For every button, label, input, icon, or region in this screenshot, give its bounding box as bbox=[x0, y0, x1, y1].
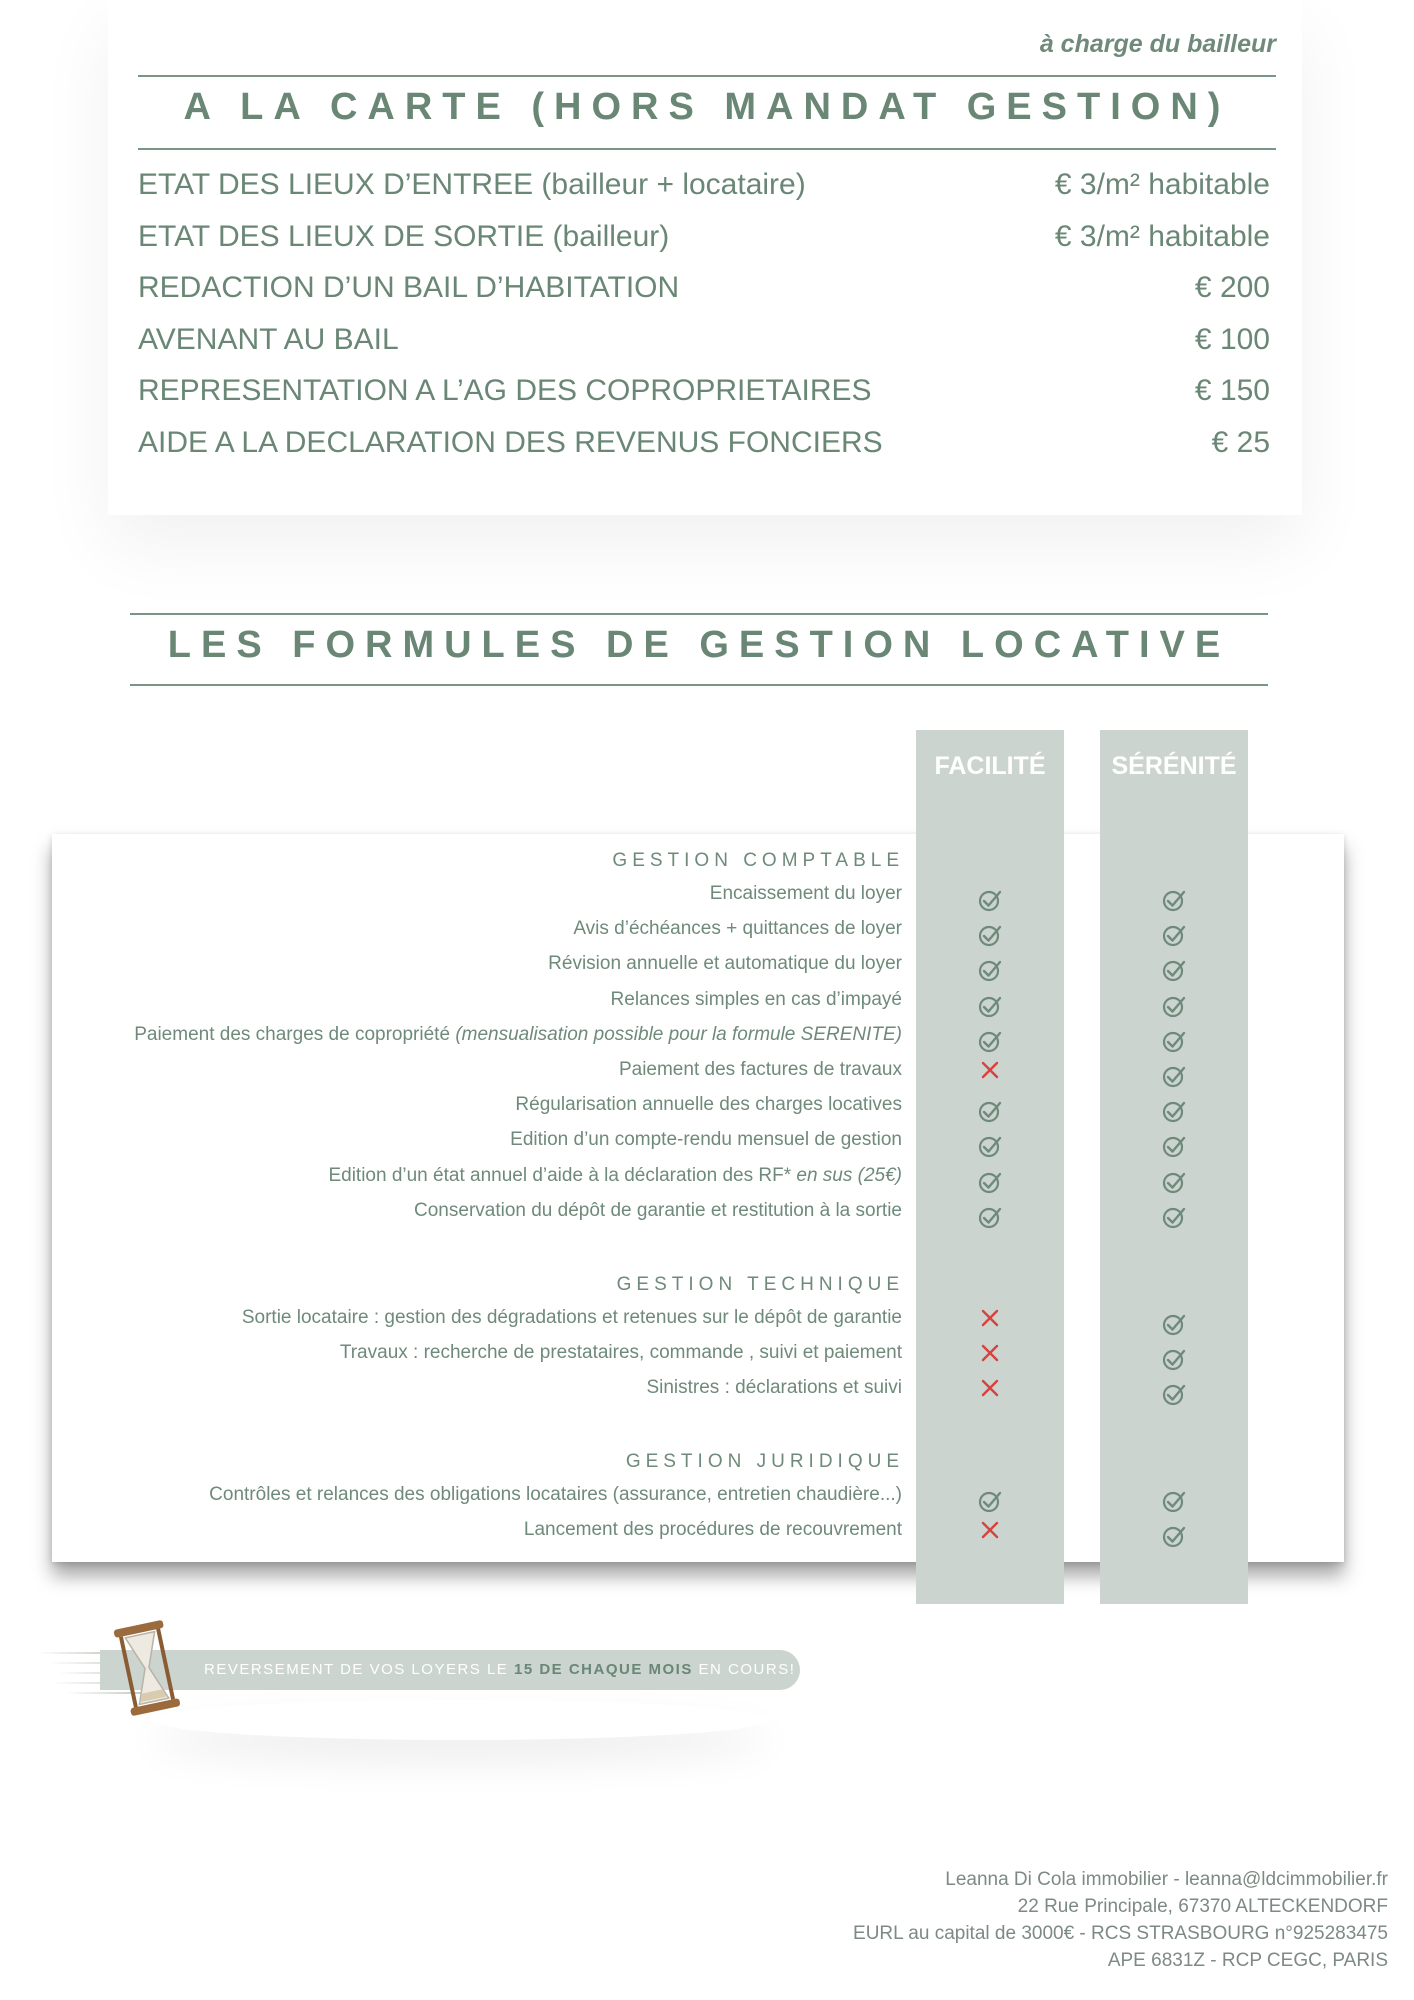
divider bbox=[130, 613, 1268, 615]
feature-row bbox=[340, 1342, 902, 1364]
plan-header: FACILITÉ bbox=[934, 752, 1046, 780]
check-icon bbox=[1159, 1131, 1189, 1161]
feature-row bbox=[646, 1377, 902, 1399]
check-icon bbox=[1159, 1096, 1189, 1126]
banner-text-part: EN COURS! bbox=[698, 1661, 796, 1678]
check-icon bbox=[1159, 1379, 1189, 1409]
banner-day: 15 bbox=[513, 1661, 534, 1678]
check-icon bbox=[975, 1486, 1005, 1516]
section-heading: GESTION TECHNIQUE bbox=[616, 1274, 904, 1295]
formules-title: LES FORMULES DE GESTION LOCATIVE bbox=[167, 624, 1231, 666]
check-icon bbox=[975, 885, 1005, 915]
price-value: € 150 bbox=[1194, 374, 1270, 407]
cross-icon bbox=[975, 1515, 1005, 1545]
feature-note: en sus (25€) bbox=[796, 1164, 902, 1186]
check-icon bbox=[1159, 1167, 1189, 1197]
price-row bbox=[138, 271, 1270, 315]
feature-note: (mensualisation possible pour la formule SERENITE) bbox=[455, 1023, 902, 1045]
feature-label: Travaux : recherche de prestataires, commande , suivi et paiement bbox=[339, 1342, 902, 1364]
check-icon bbox=[975, 955, 1005, 985]
price-value: € 25 bbox=[1211, 426, 1270, 459]
feature-label: Edition d’un compte-rendu mensuel de gestion bbox=[510, 1129, 902, 1151]
feature-row bbox=[242, 1307, 902, 1329]
footer bbox=[853, 1866, 1388, 1974]
feature-label: Lancement des procédures de recouvrement bbox=[523, 1519, 902, 1541]
check-icon bbox=[1159, 1486, 1189, 1516]
check-icon bbox=[1159, 991, 1189, 1021]
check-icon bbox=[975, 920, 1005, 950]
banner-text-part: REVERSEMENT DE VOS LOYERS LE bbox=[204, 1661, 514, 1678]
check-icon bbox=[1159, 1521, 1189, 1551]
cross-icon bbox=[975, 1338, 1005, 1368]
feature-row bbox=[134, 1024, 902, 1046]
price-value: € 3/m² habitable bbox=[1054, 220, 1270, 253]
banner-text bbox=[204, 1661, 795, 1678]
check-icon bbox=[1159, 1061, 1189, 1091]
feature-row bbox=[548, 953, 902, 975]
check-icon bbox=[1159, 920, 1189, 950]
price-value: € 200 bbox=[1194, 271, 1270, 304]
feature-label: Paiement des charges de copropriété bbox=[134, 1023, 456, 1045]
price-label: REPRESENTATION A L’AG DES COPROPRIETAIRES bbox=[138, 374, 872, 407]
feature-row bbox=[619, 1059, 902, 1081]
cross-icon bbox=[975, 1373, 1005, 1403]
price-value: € 3/m² habitable bbox=[1054, 168, 1270, 201]
feature-row bbox=[515, 1094, 902, 1116]
check-icon bbox=[975, 1026, 1005, 1056]
feature-label: Avis d’échéances + quittances de loyer bbox=[573, 918, 902, 940]
feature-label: Relances simples en cas d’impayé bbox=[610, 988, 902, 1010]
footer-line: APE 6831Z - RCP CEGC, PARIS bbox=[1107, 1950, 1388, 1971]
price-row bbox=[138, 374, 1270, 418]
check-icon bbox=[1159, 1026, 1189, 1056]
hourglass-icon bbox=[112, 1618, 182, 1718]
price-label: ETAT DES LIEUX DE SORTIE (bailleur) bbox=[138, 220, 670, 253]
feature-label: Régularisation annuelle des charges locatives bbox=[515, 1094, 902, 1116]
divider bbox=[138, 75, 1276, 77]
price-value: € 100 bbox=[1194, 323, 1270, 356]
footer-line: Leanna Di Cola immobilier - leanna@ldcimmobilier.fr bbox=[945, 1869, 1388, 1890]
feature-label: Contrôles et relances des obligations locataires (assurance, entretien chaudière...) bbox=[209, 1484, 902, 1505]
check-icon bbox=[975, 991, 1005, 1021]
feature-row bbox=[328, 1165, 902, 1187]
feature-row bbox=[611, 989, 902, 1011]
feature-row bbox=[573, 918, 902, 940]
check-icon bbox=[975, 1096, 1005, 1126]
feature-label: Conservation du dépôt de garantie et restitution à la sortie bbox=[414, 1199, 902, 1221]
feature-row bbox=[510, 1129, 902, 1151]
price-row bbox=[138, 168, 1270, 212]
price-label: AVENANT AU BAIL bbox=[138, 323, 399, 356]
check-icon bbox=[1159, 1309, 1189, 1339]
footer-line: 22 Rue Principale, 67370 ALTECKENDORF bbox=[1017, 1896, 1388, 1917]
a-la-carte-title: A LA CARTE (HORS MANDAT GESTION) bbox=[183, 86, 1231, 128]
cross-icon bbox=[975, 1303, 1005, 1333]
price-label: REDACTION D’UN BAIL D’HABITATION bbox=[138, 271, 680, 304]
divider bbox=[130, 684, 1268, 686]
footer-line: EURL au capital de 3000€ - RCS STRASBOURG n°925283475 bbox=[853, 1923, 1388, 1944]
feature-row bbox=[524, 1519, 902, 1541]
banner-text-part: DE CHAQUE MOIS bbox=[533, 1661, 699, 1678]
check-icon bbox=[975, 1202, 1005, 1232]
check-icon bbox=[975, 1167, 1005, 1197]
feature-label: Sinistres : déclarations et suivi bbox=[646, 1377, 902, 1399]
price-row bbox=[138, 323, 1270, 367]
check-icon bbox=[1159, 1202, 1189, 1232]
feature-label: Sortie locataire : gestion des dégradations et retenues sur le dépôt de garantie bbox=[241, 1307, 902, 1328]
banner-shadow bbox=[150, 1700, 770, 1740]
top-note: à charge du bailleur bbox=[1039, 30, 1276, 58]
check-icon bbox=[1159, 885, 1189, 915]
section-heading: GESTION JURIDIQUE bbox=[625, 1451, 904, 1472]
price-label: ETAT DES LIEUX D’ENTREE (bailleur + locataire) bbox=[138, 168, 806, 201]
cross-icon bbox=[975, 1055, 1005, 1085]
plan-header: SÉRÉNITÉ bbox=[1111, 752, 1237, 780]
feature-row bbox=[414, 1200, 902, 1222]
feature-label: Encaissement du loyer bbox=[709, 883, 902, 904]
price-row bbox=[138, 426, 1270, 470]
feature-label: Révision annuelle et automatique du loyer bbox=[548, 953, 902, 975]
price-row bbox=[138, 220, 1270, 264]
section-heading: GESTION COMPTABLE bbox=[612, 850, 904, 871]
feature-label: Edition d’un état annuel d’aide à la déclaration des RF* bbox=[328, 1164, 797, 1186]
feature-label: Paiement des factures de travaux bbox=[618, 1059, 902, 1080]
feature-row bbox=[710, 883, 902, 905]
divider bbox=[138, 148, 1276, 150]
check-icon bbox=[975, 1131, 1005, 1161]
feature-row bbox=[209, 1484, 902, 1506]
check-icon bbox=[1159, 1344, 1189, 1374]
check-icon bbox=[1159, 955, 1189, 985]
price-label: AIDE A LA DECLARATION DES REVENUS FONCIERS bbox=[138, 426, 883, 459]
